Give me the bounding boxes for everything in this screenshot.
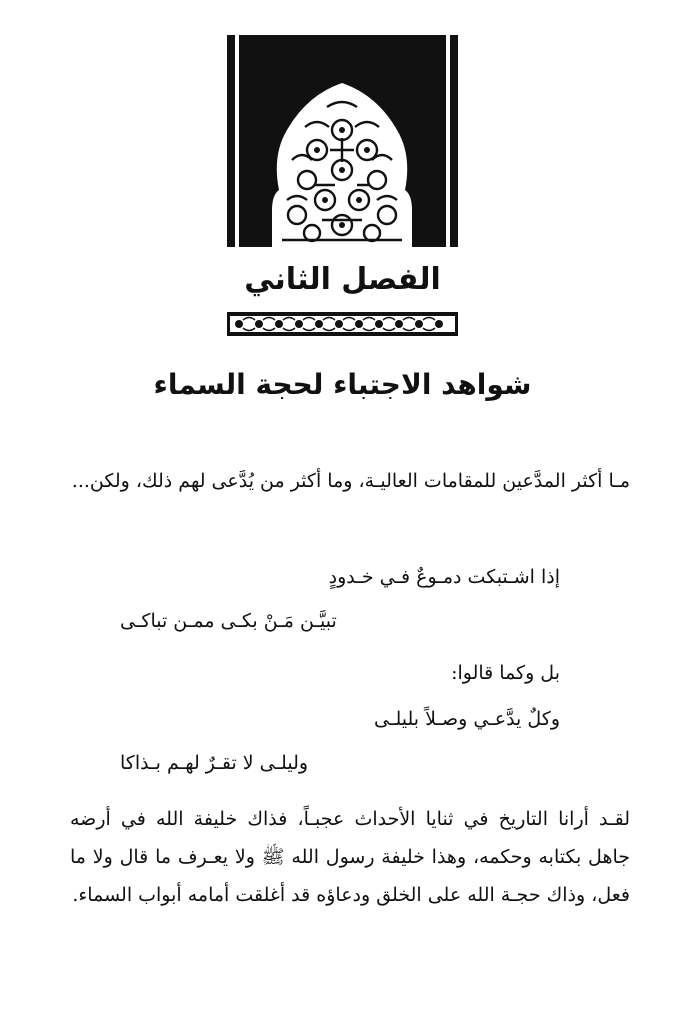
chapter-label: الفصل الثاني [244,262,441,297]
arch-ornament-icon [227,35,458,247]
poem2-line1: وكلٌ يدَّعـي وصـلاً بليلـى [374,708,560,730]
decorative-divider-icon [227,312,458,336]
transition-text: بل وكما قالوا: [451,662,560,684]
poem2-line2: وليلـى لا تقـرٌ لهـم بـذاكا [120,752,309,774]
story-paragraph: لقـد أرانا التاريخ في ثنايا الأحداث عجبـاً، فذاك خليفة الله في أرضه جاهل بكتابه وحكمه، وهذا خليفة رسول الله ﷺ ولا يعـرف ما قال ولا ما فعل، وذاك حجـة الله على الخلق ودعاؤه قد أغلقت أمامه أبواب السماء. [70,808,630,906]
intro-paragraph: مـا أكثر المدَّعين للمقامات العاليـة، وما أكثر من يُدَّعى لهم ذلك، ولكن... [71,470,630,492]
poem1-line2: تبيَّـن مَـنْ بكـى ممـن تباكـى [120,610,337,632]
poem1-line1: إذا اشـتبكت دمـوعٌ فـي خـدودٍ [328,566,560,588]
section-title: شواهد الاجتباء لحجة السماء [153,368,532,401]
